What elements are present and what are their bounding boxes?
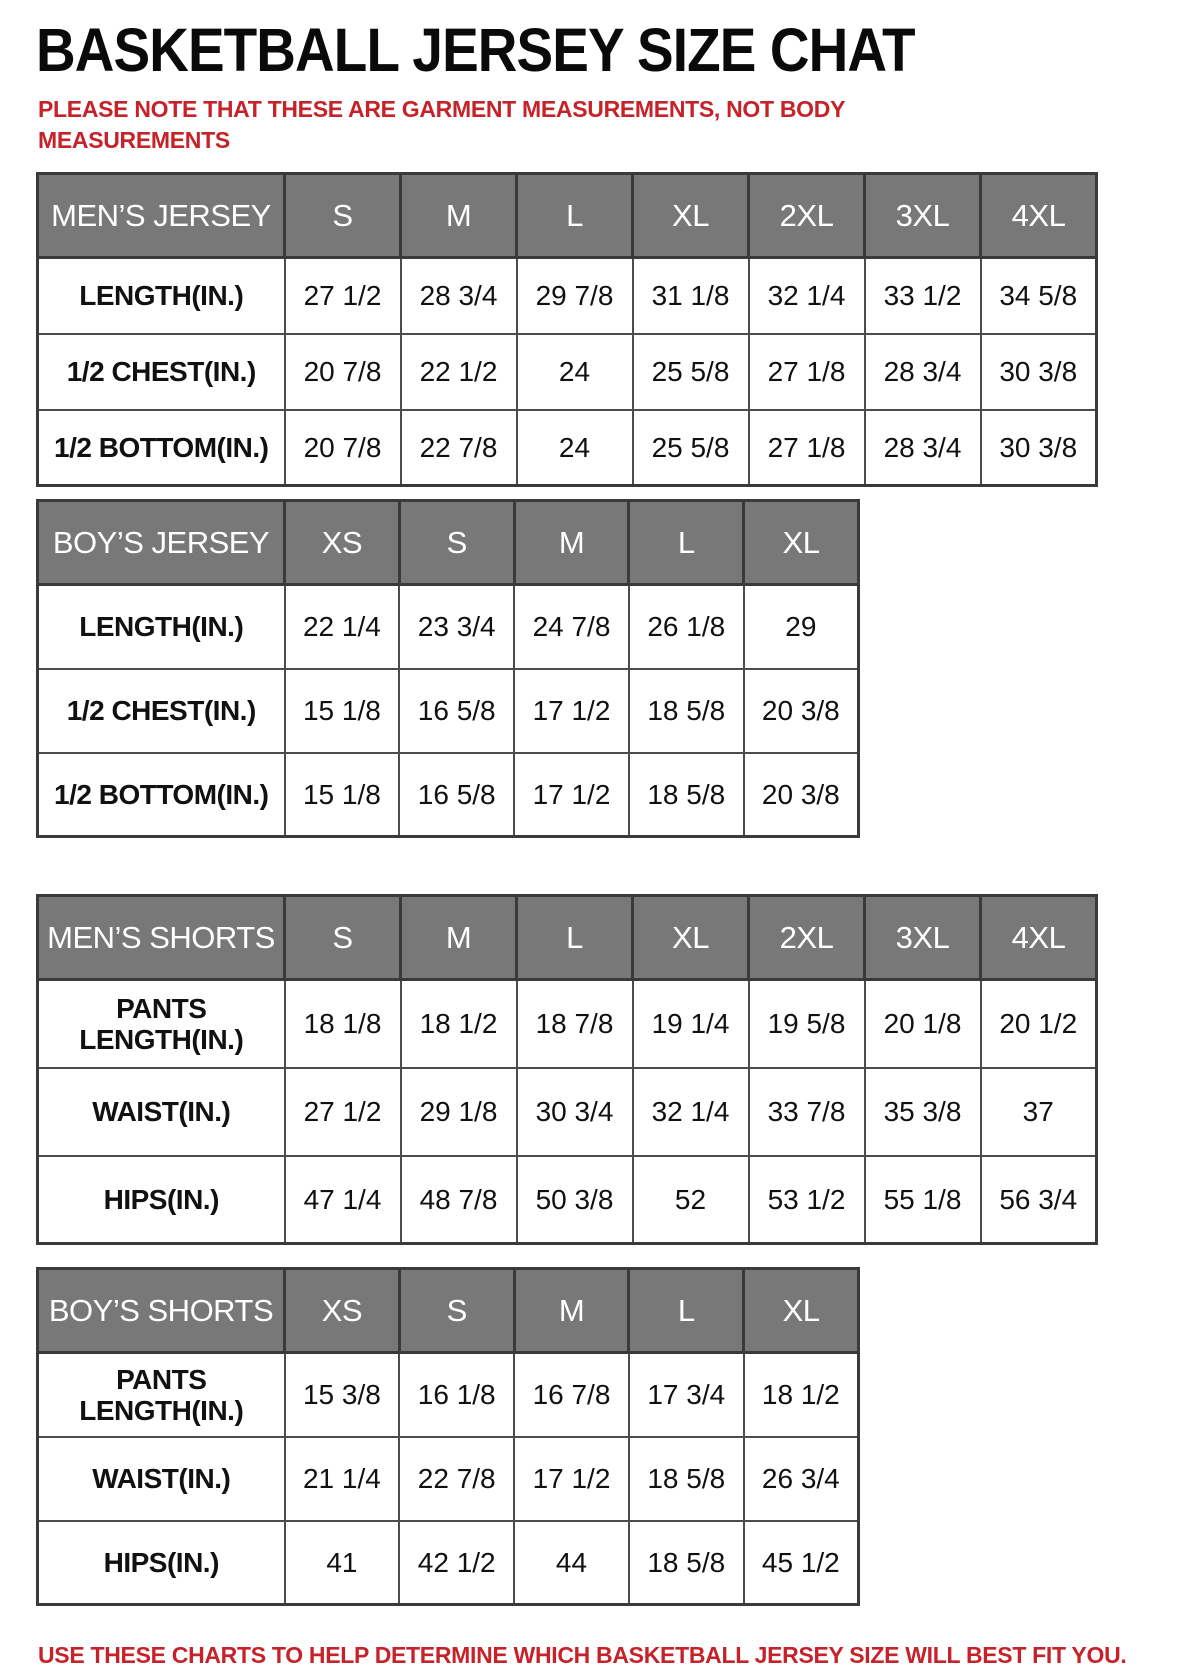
size-value-cell: 28 3/4 bbox=[401, 258, 517, 334]
size-value-cell: 24 7/8 bbox=[514, 585, 629, 669]
size-value-cell: 18 1/2 bbox=[744, 1353, 859, 1437]
size-header-cell: XS bbox=[285, 1269, 400, 1353]
measurement-row bbox=[38, 669, 859, 753]
size-value-cell: 18 5/8 bbox=[629, 1437, 744, 1521]
row-label-cell: HIPS(IN.) bbox=[38, 1521, 285, 1605]
size-header-cell: XS bbox=[285, 501, 400, 585]
size-value-cell: 17 1/2 bbox=[514, 1437, 629, 1521]
size-value-cell: 20 1/8 bbox=[865, 980, 981, 1068]
size-value-cell: 56 3/4 bbox=[981, 1156, 1097, 1244]
size-header-cell: L bbox=[517, 896, 633, 980]
size-value-cell: 27 1/8 bbox=[749, 334, 865, 410]
size-value-cell: 29 1/8 bbox=[401, 1068, 517, 1156]
size-header-cell: 3XL bbox=[865, 896, 981, 980]
size-header-cell: M bbox=[401, 896, 517, 980]
size-value-cell: 33 1/2 bbox=[865, 258, 981, 334]
size-value-cell: 18 5/8 bbox=[629, 669, 744, 753]
size-value-cell: 17 1/2 bbox=[514, 669, 629, 753]
size-value-cell: 22 1/2 bbox=[401, 334, 517, 410]
size-value-cell: 52 bbox=[633, 1156, 749, 1244]
size-value-cell: 48 7/8 bbox=[401, 1156, 517, 1244]
garment-measurement-note: PLEASE NOTE THAT THESE ARE GARMENT MEASUREMENTS, NOT BODY MEASUREMENTS bbox=[38, 96, 845, 154]
size-header-cell: 2XL bbox=[749, 896, 865, 980]
size-value-cell: 34 5/8 bbox=[981, 258, 1097, 334]
row-label-cell: 1/2 CHEST(IN.) bbox=[38, 669, 285, 753]
size-value-cell: 20 3/8 bbox=[744, 753, 859, 837]
size-value-cell: 29 bbox=[744, 585, 859, 669]
size-value-cell: 27 1/8 bbox=[749, 410, 865, 486]
size-value-cell: 20 7/8 bbox=[285, 334, 401, 410]
size-value-cell: 17 1/2 bbox=[514, 753, 629, 837]
size-header-cell: S bbox=[399, 501, 514, 585]
header-row bbox=[38, 1269, 859, 1353]
size-value-cell: 30 3/8 bbox=[981, 410, 1097, 486]
size-header-cell: L bbox=[629, 1269, 744, 1353]
measurement-row bbox=[38, 1437, 859, 1521]
size-header-cell: 2XL bbox=[749, 174, 865, 258]
row-label-cell: PANTS LENGTH(IN.) bbox=[38, 1353, 285, 1437]
size-value-cell: 20 3/8 bbox=[744, 669, 859, 753]
size-value-cell: 25 5/8 bbox=[633, 334, 749, 410]
row-label-cell: 1/2 BOTTOM(IN.) bbox=[38, 410, 285, 486]
size-value-cell: 31 1/8 bbox=[633, 258, 749, 334]
tables-container bbox=[36, 172, 1200, 1606]
size-header-cell: S bbox=[285, 896, 401, 980]
size-value-cell: 17 3/4 bbox=[629, 1353, 744, 1437]
measurement-row bbox=[38, 980, 1097, 1068]
measurement-row bbox=[38, 1156, 1097, 1244]
measurement-row bbox=[38, 753, 859, 837]
size-value-cell: 30 3/4 bbox=[517, 1068, 633, 1156]
size-value-cell: 20 7/8 bbox=[285, 410, 401, 486]
size-value-cell: 23 3/4 bbox=[399, 585, 514, 669]
size-header-cell: 4XL bbox=[981, 896, 1097, 980]
size-value-cell: 18 7/8 bbox=[517, 980, 633, 1068]
size-value-cell: 50 3/8 bbox=[517, 1156, 633, 1244]
size-value-cell: 19 5/8 bbox=[749, 980, 865, 1068]
size-value-cell: 16 1/8 bbox=[399, 1353, 514, 1437]
size-header-cell: M bbox=[514, 1269, 629, 1353]
row-label-cell: 1/2 CHEST(IN.) bbox=[38, 334, 285, 410]
measurement-row bbox=[38, 1353, 859, 1437]
size-value-cell: 26 1/8 bbox=[629, 585, 744, 669]
size-header-cell: L bbox=[629, 501, 744, 585]
page-title: BASKETBALL JERSEY SIZE CHAT bbox=[36, 16, 915, 84]
measurement-row bbox=[38, 334, 1097, 410]
size-header-cell: XL bbox=[633, 174, 749, 258]
row-label-cell: WAIST(IN.) bbox=[38, 1437, 285, 1521]
size-header-cell: M bbox=[401, 174, 517, 258]
size-header-cell: 4XL bbox=[981, 174, 1097, 258]
row-label-cell: PANTS LENGTH(IN.) bbox=[38, 980, 285, 1068]
size-header-cell: M bbox=[514, 501, 629, 585]
size-value-cell: 45 1/2 bbox=[744, 1521, 859, 1605]
size-header-cell: S bbox=[399, 1269, 514, 1353]
size-value-cell: 37 bbox=[981, 1068, 1097, 1156]
boys-jersey-table bbox=[36, 499, 860, 838]
size-value-cell: 16 5/8 bbox=[399, 669, 514, 753]
size-header-cell: 3XL bbox=[865, 174, 981, 258]
header-row bbox=[38, 174, 1097, 258]
measurement-row bbox=[38, 1068, 1097, 1156]
size-value-cell: 15 1/8 bbox=[285, 669, 400, 753]
size-value-cell: 18 5/8 bbox=[629, 753, 744, 837]
size-value-cell: 25 5/8 bbox=[633, 410, 749, 486]
size-header-cell: XL bbox=[744, 1269, 859, 1353]
size-value-cell: 42 1/2 bbox=[399, 1521, 514, 1605]
measurement-row bbox=[38, 410, 1097, 486]
size-value-cell: 18 1/2 bbox=[401, 980, 517, 1068]
table-title-cell: BOY’S SHORTS bbox=[38, 1269, 285, 1353]
row-label-cell: LENGTH(IN.) bbox=[38, 258, 285, 334]
size-value-cell: 22 7/8 bbox=[401, 410, 517, 486]
size-header-cell: L bbox=[517, 174, 633, 258]
size-value-cell: 24 bbox=[517, 334, 633, 410]
size-value-cell: 15 3/8 bbox=[285, 1353, 400, 1437]
row-label-cell: LENGTH(IN.) bbox=[38, 585, 285, 669]
size-value-cell: 28 3/4 bbox=[865, 410, 981, 486]
size-value-cell: 24 bbox=[517, 410, 633, 486]
size-value-cell: 15 1/8 bbox=[285, 753, 400, 837]
header-row bbox=[38, 896, 1097, 980]
size-value-cell: 35 3/8 bbox=[865, 1068, 981, 1156]
measurement-row bbox=[38, 1521, 859, 1605]
measurement-row bbox=[38, 585, 859, 669]
mens-jersey-table bbox=[36, 172, 1098, 487]
size-value-cell: 16 7/8 bbox=[514, 1353, 629, 1437]
table-title-cell: MEN’S JERSEY bbox=[38, 174, 285, 258]
row-label-cell: 1/2 BOTTOM(IN.) bbox=[38, 753, 285, 837]
header-row bbox=[38, 501, 859, 585]
size-value-cell: 22 1/4 bbox=[285, 585, 400, 669]
size-value-cell: 26 3/4 bbox=[744, 1437, 859, 1521]
row-label-cell: HIPS(IN.) bbox=[38, 1156, 285, 1244]
footer-note: USE THESE CHARTS TO HELP DETERMINE WHICH BASKETBALL JERSEY SIZE WILL BEST FIT YOU. bbox=[38, 1642, 1127, 1669]
size-value-cell: 16 5/8 bbox=[399, 753, 514, 837]
size-value-cell: 22 7/8 bbox=[399, 1437, 514, 1521]
size-value-cell: 32 1/4 bbox=[749, 258, 865, 334]
size-value-cell: 44 bbox=[514, 1521, 629, 1605]
boys-shorts-table bbox=[36, 1267, 860, 1606]
size-value-cell: 33 7/8 bbox=[749, 1068, 865, 1156]
size-value-cell: 41 bbox=[285, 1521, 400, 1605]
size-value-cell: 29 7/8 bbox=[517, 258, 633, 334]
size-value-cell: 18 1/8 bbox=[285, 980, 401, 1068]
size-value-cell: 20 1/2 bbox=[981, 980, 1097, 1068]
size-header-cell: XL bbox=[744, 501, 859, 585]
size-value-cell: 19 1/4 bbox=[633, 980, 749, 1068]
size-value-cell: 32 1/4 bbox=[633, 1068, 749, 1156]
size-header-cell: S bbox=[285, 174, 401, 258]
size-value-cell: 28 3/4 bbox=[865, 334, 981, 410]
size-value-cell: 27 1/2 bbox=[285, 1068, 401, 1156]
size-value-cell: 30 3/8 bbox=[981, 334, 1097, 410]
size-value-cell: 47 1/4 bbox=[285, 1156, 401, 1244]
row-label-cell: WAIST(IN.) bbox=[38, 1068, 285, 1156]
size-value-cell: 55 1/8 bbox=[865, 1156, 981, 1244]
mens-shorts-table bbox=[36, 894, 1098, 1245]
size-value-cell: 21 1/4 bbox=[285, 1437, 400, 1521]
size-value-cell: 27 1/2 bbox=[285, 258, 401, 334]
measurement-row bbox=[38, 258, 1097, 334]
size-header-cell: XL bbox=[633, 896, 749, 980]
size-value-cell: 18 5/8 bbox=[629, 1521, 744, 1605]
size-value-cell: 53 1/2 bbox=[749, 1156, 865, 1244]
table-title-cell: BOY’S JERSEY bbox=[38, 501, 285, 585]
table-title-cell: MEN’S SHORTS bbox=[38, 896, 285, 980]
